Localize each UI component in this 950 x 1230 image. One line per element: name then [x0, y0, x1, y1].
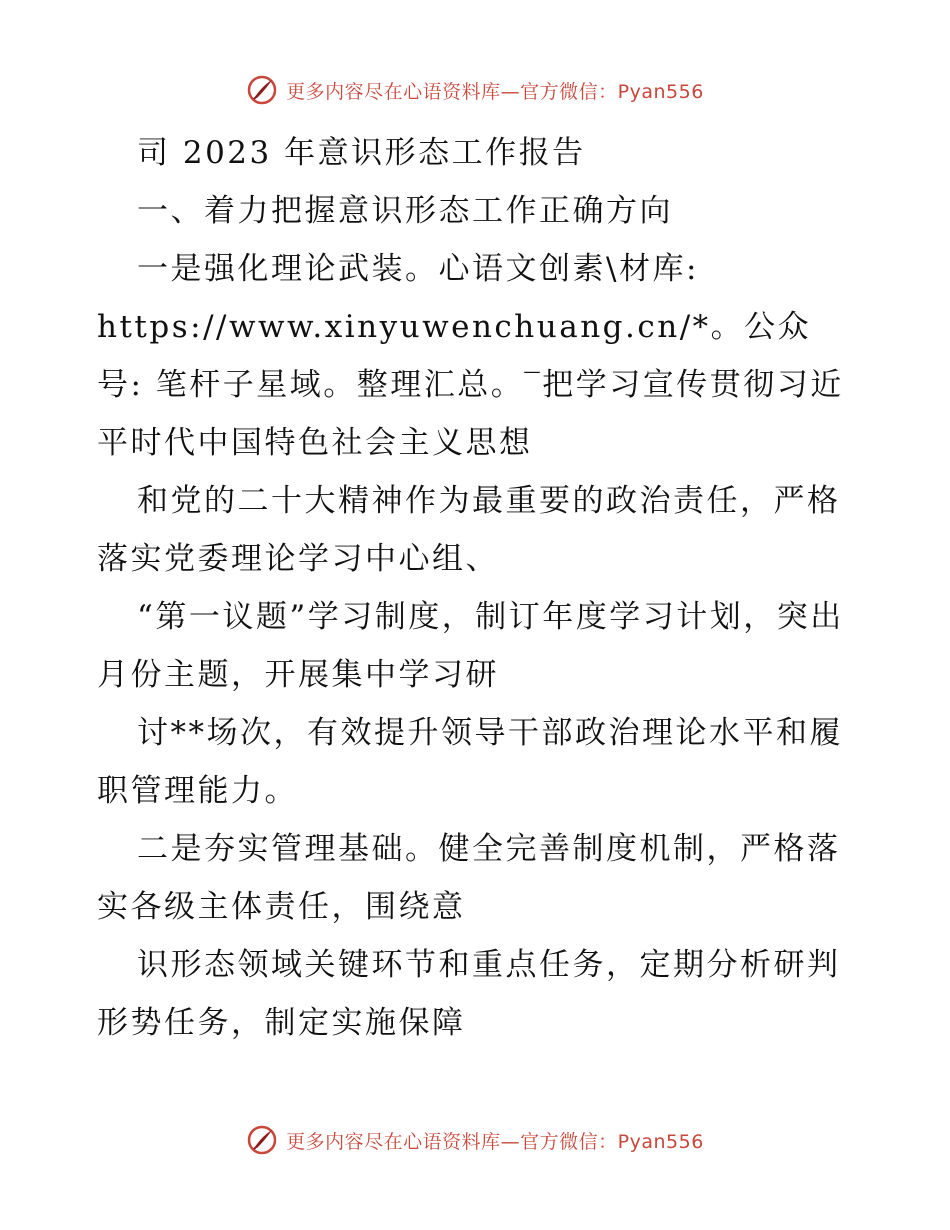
paragraph: 二是夯实管理基础。健全完善制度机制，严格落实各级主体责任，围绕意	[97, 831, 841, 925]
quill-logo-icon	[246, 1124, 278, 1156]
paragraph: https://www.xinyuwenchuang.cn/*。公众号: 笔杆子星域。整理汇总。‾把学习宣传贯彻习近平时代中国特色社会主义思想	[97, 309, 844, 461]
paragraph: 一是强化理论武装。心语文创素\材库:	[137, 251, 699, 287]
document-title: 司 2023 年意识形态工作报告	[137, 135, 586, 171]
footer-banner-text: 更多内容尽在心语资料库—官方微信：Pyan556	[286, 1130, 704, 1153]
header-banner	[0, 70, 950, 110]
paragraph: “第一议题”学习制度，制订年度学习计划，突出月份主题，开展集中学习研	[97, 599, 844, 693]
header-banner-text: 更多内容尽在心语资料库—官方微信：Pyan556	[286, 80, 704, 103]
paragraph: 识形态领域关键环节和重点任务，定期分析研判形势任务，制定实施保障	[97, 947, 841, 1041]
paragraph: 讨**场次，有效提升领导干部政治理论水平和履职管理能力。	[97, 715, 843, 809]
section-heading: 一、着力把握意识形态工作正确方向	[137, 193, 673, 229]
paragraph: 和党的二十大精神作为最重要的政治责任，严格落实党委理论学习中心组、	[97, 483, 841, 577]
document-body	[97, 124, 857, 1052]
quill-logo-icon	[246, 74, 278, 106]
footer-banner	[0, 1120, 950, 1160]
